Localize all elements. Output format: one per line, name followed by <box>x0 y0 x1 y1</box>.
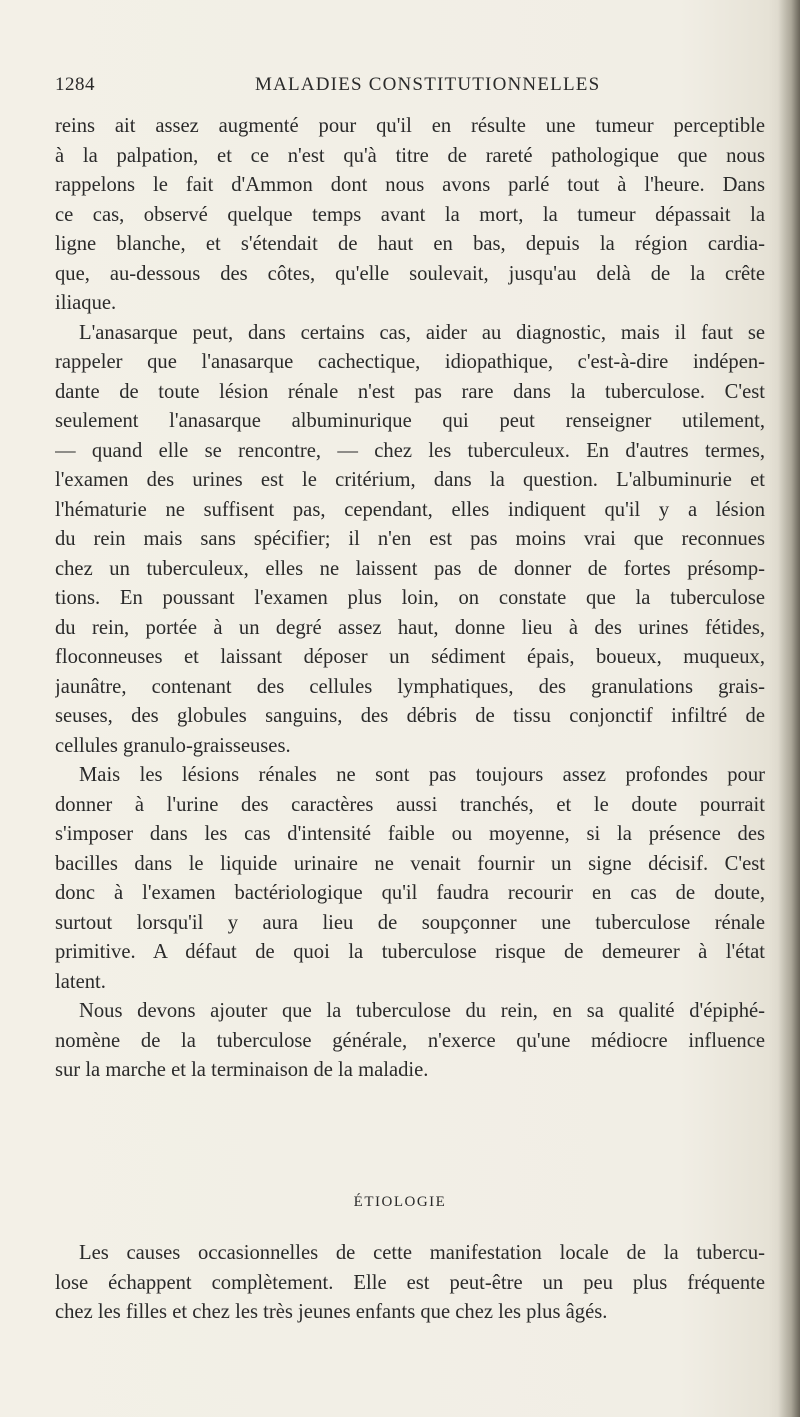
main-text <box>55 112 765 1086</box>
text-line: à la palpation, et ce n'est qu'à titre de rareté pathologique que nous <box>55 144 765 167</box>
text-line: tions. En poussant l'examen plus loin, on constate que la tuberculose <box>55 587 765 609</box>
text-line: du rein mais sans spécifier; il n'en est pas moins vrai que reconnues <box>55 528 765 550</box>
text-line: — quand elle se rencontre, — chez les tuberculeux. En d'autres termes, <box>55 439 765 462</box>
paragraph <box>55 319 765 762</box>
text-line: chez les filles et chez les très jeunes enfants que chez les plus âgés. <box>55 1301 608 1323</box>
text-line: dante de toute lésion rénale n'est pas rare dans la tuberculose. C'est <box>55 380 765 403</box>
running-title: MALADIES CONSTITUTIONNELLES <box>255 74 601 95</box>
text-line: ligne blanche, et s'étendait de haut en bas, depuis la région cardia- <box>55 233 765 255</box>
text-line: jaunâtre, contenant des cellules lymphatiques, des granulations grais- <box>55 675 765 698</box>
paragraph <box>55 1239 765 1328</box>
text-line: latent. <box>55 970 106 993</box>
text-line: cellules granulo-graisseuses. <box>55 734 291 757</box>
text-line: seulement l'anasarque albuminurique qui peut renseigner utilement, <box>55 410 765 432</box>
text-line: reins ait assez augmenté pour qu'il en résulte une tumeur perceptible <box>55 115 765 137</box>
text-line: donner à l'urine des caractères aussi tranchés, et le doute pourrait <box>55 793 765 816</box>
text-line: bacilles dans le liquide urinaire ne venait fournir un signe décisif. C'est <box>55 852 765 875</box>
text-line: surtout lorsqu'il y aura lieu de soupçonner une tuberculose rénale <box>55 911 765 934</box>
section-text <box>55 1239 765 1328</box>
text-line: lose échappent complètement. Elle est peut-être un peu plus fréquente <box>55 1271 765 1294</box>
text-line: chez un tuberculeux, elles ne laissent pas de donner de fortes présomp- <box>55 557 765 580</box>
text-line: Nous devons ajouter que la tuberculose du rein, en sa qualité d'épiphé- <box>79 1000 765 1022</box>
text-line: Les causes occasionnelles de cette manifestation locale de la tubercu- <box>79 1242 765 1264</box>
text-line: Mais les lésions rénales ne sont pas toujours assez profondes pour <box>79 764 765 786</box>
page-number: 1284 <box>55 74 95 95</box>
text-line: primitive. A défaut de quoi la tuberculose risque de demeurer à l'état <box>55 941 765 963</box>
paragraph <box>55 997 765 1086</box>
text-line: ce cas, observé quelque temps avant la mort, la tumeur dépassait la <box>55 203 765 226</box>
text-line: rappeler que l'anasarque cachectique, idiopathique, c'est-à-dire indépen- <box>55 351 765 373</box>
section-heading: ÉTIOLOGIE <box>353 1194 447 1210</box>
text-line: iliaque. <box>55 292 117 314</box>
text-line: donc à l'examen bactériologique qu'il faudra recourir en cas de doute, <box>55 882 765 904</box>
paragraph <box>55 112 765 319</box>
text-line: du rein, portée à un degré assez haut, donne lieu à des urines fétides, <box>55 616 765 639</box>
text-line: l'hématurie ne suffisent pas, cependant, elles indiquent qu'il y a lésion <box>55 498 765 521</box>
text-line: s'imposer dans les cas d'intensité faible ou moyenne, si la présence des <box>55 823 765 845</box>
text-line: rappelons le fait d'Ammon dont nous avons parlé tout à l'heure. Dans <box>55 174 765 196</box>
text-line: floconneuses et laissant déposer un sédiment épais, boueux, muqueux, <box>55 646 765 668</box>
text-line: l'examen des urines est le critérium, dans la question. L'albuminurie et <box>55 469 765 491</box>
text-line: sur la marche et la terminaison de la maladie. <box>55 1059 429 1081</box>
text-line: nomène de la tuberculose générale, n'exerce qu'une médiocre influence <box>55 1029 765 1052</box>
page-header <box>55 74 760 104</box>
text-line: seuses, des globules sanguins, des débris de tissu conjonctif infiltré de <box>55 705 765 727</box>
paragraph <box>55 761 765 997</box>
text-line: L'anasarque peut, dans certains cas, aider au diagnostic, mais il faut se <box>79 321 765 344</box>
text-line: que, au-dessous des côtes, qu'elle soulevait, jusqu'au delà de la crête <box>55 262 765 285</box>
